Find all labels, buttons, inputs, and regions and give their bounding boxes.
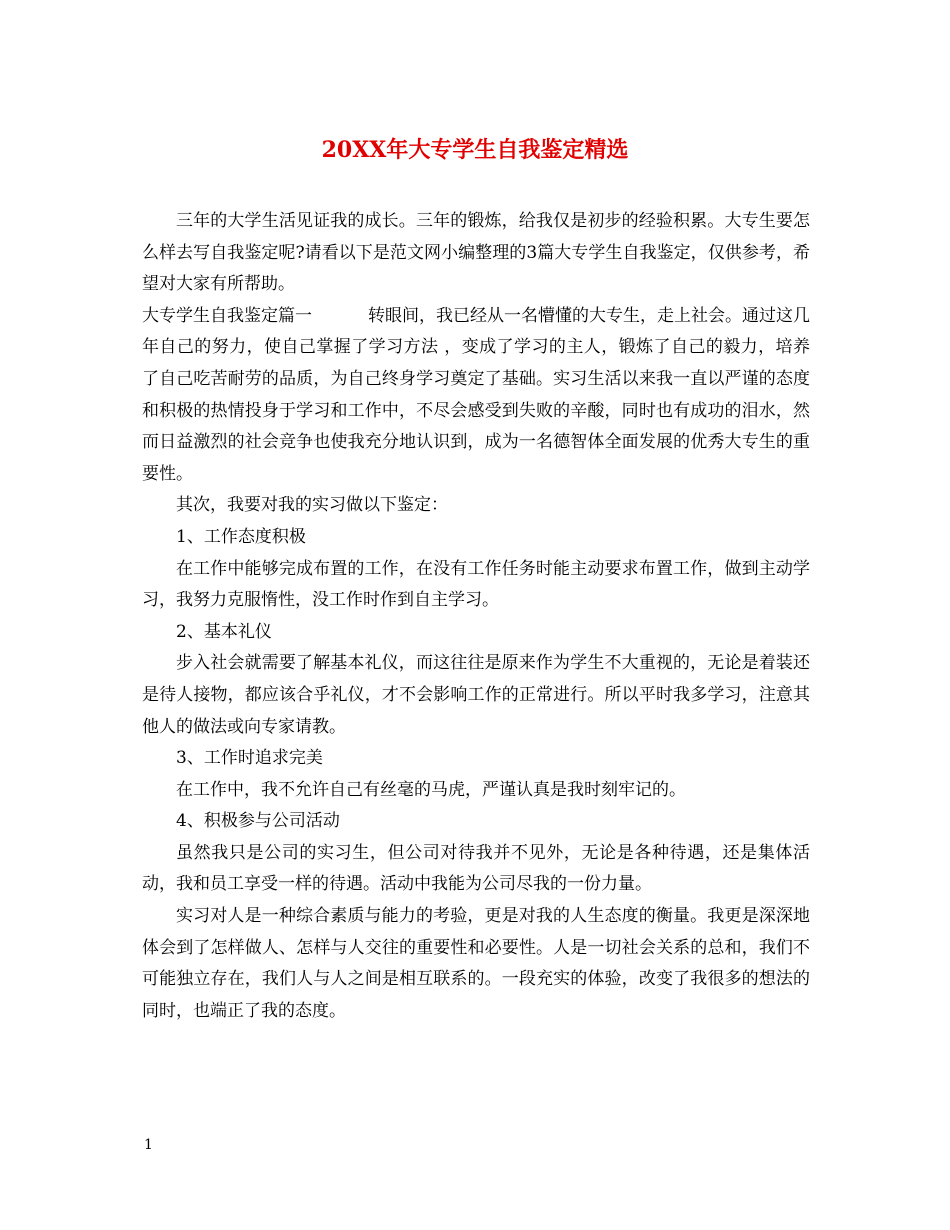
closing-paragraph: 实习对人是一种综合素质与能力的考验，更是对我的人生态度的衡量。我更是深深地体会到了怎样做人、怎样与人交往的重要性和必要性。人是一切社会关系的总和，我们不可能独立存在，我们人与人之间是相互联系的。一段充实的体验，改变了我很多的想法的同时，也端正了我的态度。 bbox=[142, 906, 810, 1021]
page-number: 1 bbox=[144, 1137, 153, 1153]
section1-heading: 大专学生自我鉴定篇一 bbox=[142, 305, 312, 326]
second-intro-paragraph: 其次，我要对我的实习做以下鉴定： bbox=[176, 495, 448, 516]
section1-paragraph bbox=[142, 301, 810, 491]
section1-text: 转眼间，我已经从一名懵懂的大专生，走上社会。通过这几年自己的努力，使自己掌握了学习方法 ，变成了学习的主人，锻炼了自己的毅力，培养了自己吃苦耐劳的品质，为自己终身学习奠定了基础。实习生活以来我一直以严谨的态度和积极的热情投身于学习和工作中，不尽会感受到失败的辛酸，同时也有成功的泪水，然而日益激烈的社会竞争也使我充分地认识到，成为一名德智体全面发展的优秀大专生的重要性。 bbox=[142, 305, 810, 484]
item2-heading: 2、基本礼仪 bbox=[176, 621, 272, 642]
item1-paragraph: 在工作中能够完成布置的工作，在没有工作任务时能主动要求布置工作，做到主动学习，我努力克服惰性，没工作时作到自主学习。 bbox=[142, 558, 810, 611]
document-title: 20XX年大专学生自我鉴定精选 bbox=[321, 137, 629, 163]
item3-paragraph: 在工作中，我不允许自己有丝毫的马虎，严谨认真是我时刻牢记的。 bbox=[176, 779, 686, 800]
item3-heading: 3、工作时追求完美 bbox=[176, 748, 323, 769]
document-body bbox=[142, 206, 810, 1027]
item4-paragraph: 虽然我只是公司的实习生，但公司对待我并不见外，无论是各种待遇，还是集体活动，我和员工享受一样的待遇。活动中我能为公司尽我的一份力量。 bbox=[142, 842, 810, 895]
intro-paragraph: 三年的大学生活见证我的成长。三年的锻炼，给我仅是初步的经验积累。大专生要怎么样去写自我鉴定呢?请看以下是范文网小编整理的3篇大专学生自我鉴定，仅供参考，希望对大家有所帮助。 bbox=[142, 211, 810, 295]
item1-heading: 1、工作态度积极 bbox=[176, 526, 306, 547]
item4-heading: 4、积极参与公司活动 bbox=[176, 811, 340, 832]
item2-paragraph: 步入社会就需要了解基本礼仪，而这往往是原来作为学生不大重视的，无论是着装还是待人接物，都应该合乎礼仪，才不会影响工作的正常进行。所以平时我多学习，注意其他人的做法或向专家请教。 bbox=[142, 653, 810, 737]
